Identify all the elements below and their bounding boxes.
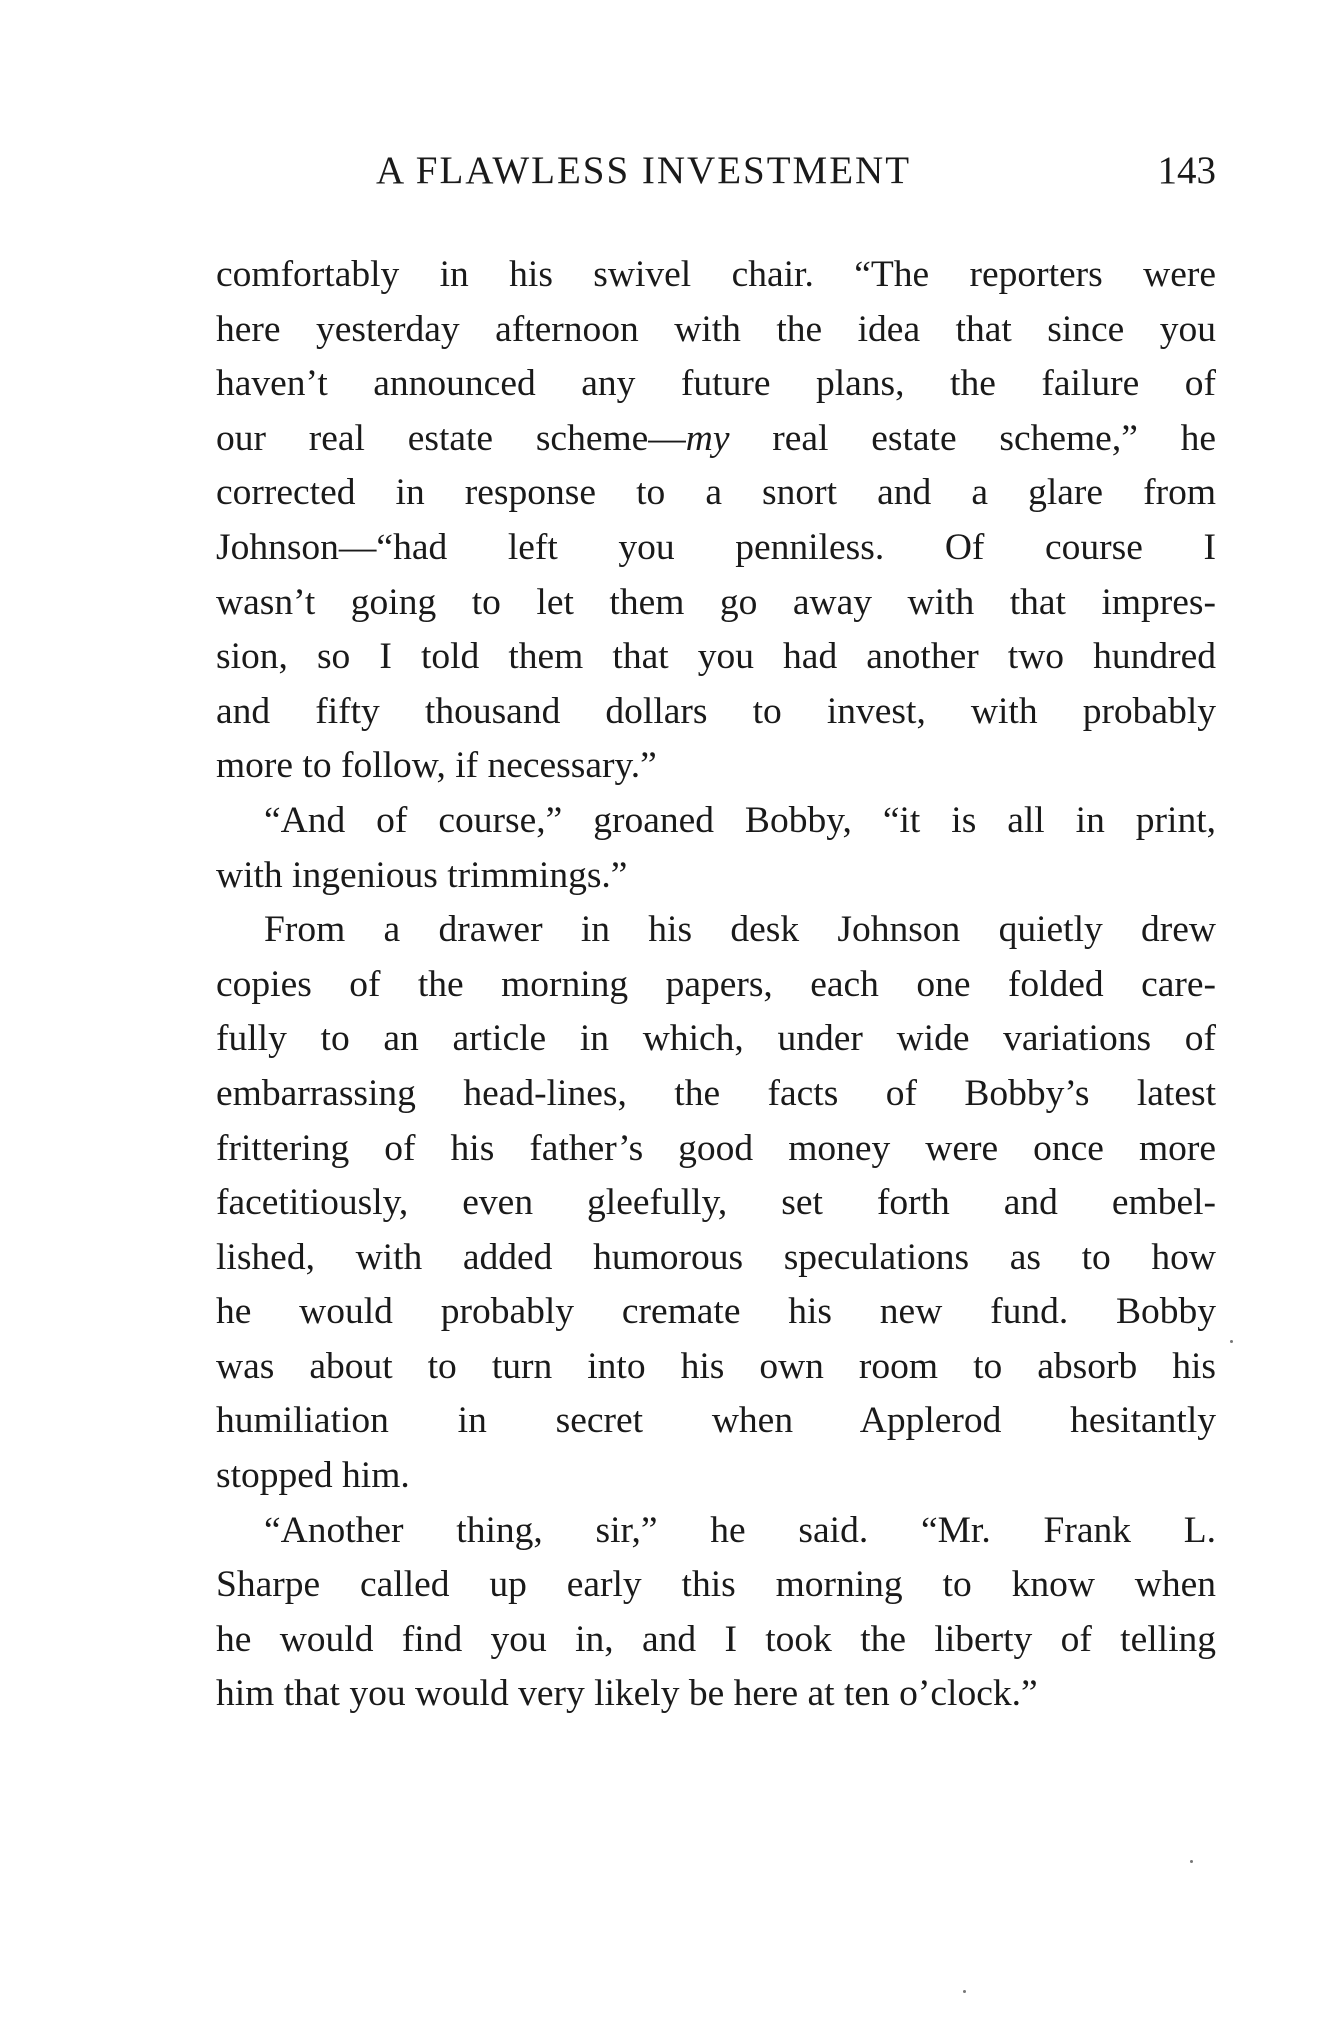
text-line: stopped him. [216,1455,410,1497]
paragraph-1 [216,248,1216,794]
text-line: From a drawer in his desk Johnson quietly drew [264,909,1216,951]
paper-speck [963,1990,966,1993]
paper-speck [1230,1340,1233,1343]
text-line: haven’t announced any future plans, the failure of [216,363,1216,405]
text-line: here yesterday afternoon with the idea that since you [216,308,1216,350]
text-line: sion, so I told them that you had another two hundred [216,636,1216,678]
text-line: Sharpe called up early this morning to know when [216,1564,1216,1606]
text-line: humiliation in secret when Applerod hesitantly [216,1400,1216,1442]
page-number: 143 [1157,149,1216,192]
paragraph-4 [216,1504,1216,1722]
text-line: facetitiously, even gleefully, set forth and embel- [216,1182,1216,1224]
text-line: and fifty thousand dollars to invest, with probably [216,690,1216,732]
text-line: Johnson—“had left you penniless. Of course I [216,526,1216,568]
text-line: embarrassing head-lines, the facts of Bobby’s latest [216,1072,1216,1114]
text-line: fully to an article in which, under wide variations of [216,1018,1216,1060]
text-line: corrected in response to a snort and a glare from [216,472,1216,514]
text-line: was about to turn into his own room to absorb his [216,1345,1216,1387]
text-line: with ingenious trimmings.” [216,854,628,896]
text-line: copies of the morning papers, each one folded care- [216,963,1216,1005]
text-line: more to follow, if necessary.” [216,745,657,787]
body-text [216,248,1216,1722]
text-line: he would find you in, and I took the liberty of telling [216,1618,1216,1660]
text-segment: real estate scheme,” he [729,417,1217,459]
paragraph-3 [216,903,1216,1504]
italic-word: my [685,417,730,459]
text-line: comfortably in his swivel chair. “The reporters were [216,254,1216,295]
paper-speck [1190,1860,1193,1863]
running-title: A FLAWLESS INVESTMENT [376,149,912,192]
running-head [216,148,1216,198]
text-line: wasn’t going to let them go away with that impres- [216,581,1216,623]
paragraph-2 [216,794,1216,903]
text-line: “Another thing, sir,” he said. “Mr. Frank L. [264,1509,1216,1551]
text-line: lished, with added humorous speculations as to how [216,1236,1216,1278]
text-line [216,412,1216,467]
text-line: him that you would very likely be here at ten o’clock.” [216,1673,1038,1715]
text-line: “And of course,” groaned Bobby, “it is all in print, [264,799,1216,841]
text-segment: our real estate scheme— [216,417,686,459]
text-line: he would probably cremate his new fund. Bobby [216,1291,1216,1333]
text-line: frittering of his father’s good money were once more [216,1127,1216,1169]
